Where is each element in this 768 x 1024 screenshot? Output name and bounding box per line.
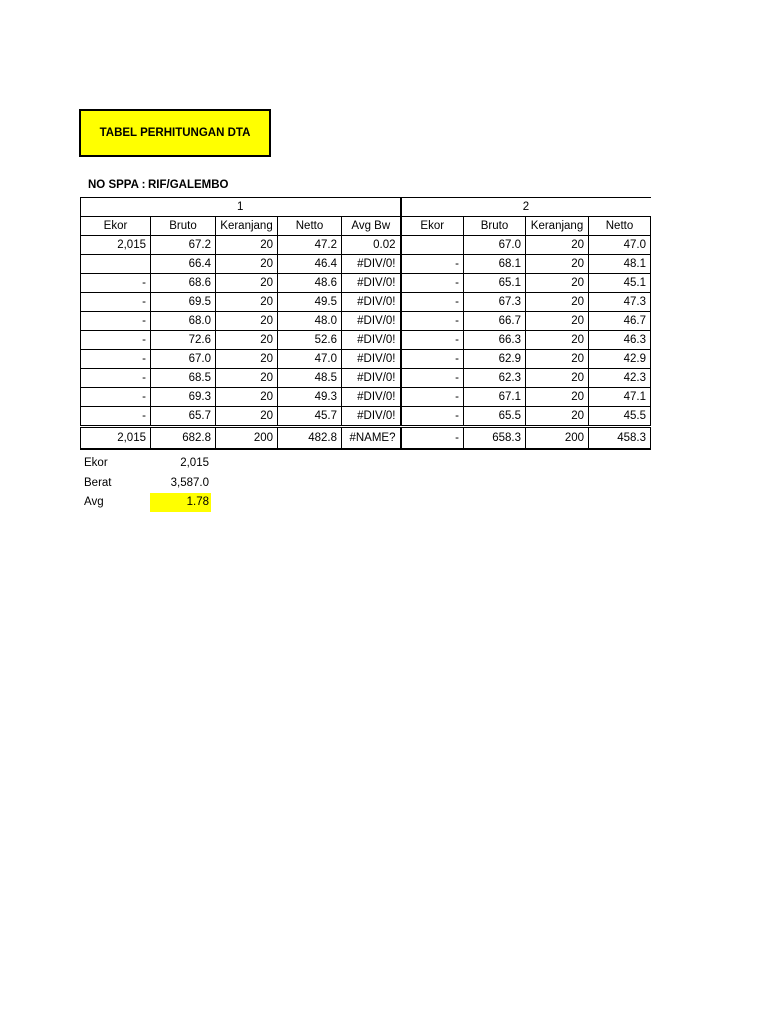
table-cell[interactable]: 20 [216, 236, 278, 255]
table-cell[interactable]: 68.1 [464, 255, 526, 274]
summary-label: Berat [84, 476, 112, 489]
table-cell[interactable]: #DIV/0! [342, 369, 401, 388]
table-cell[interactable]: 52.6 [278, 331, 342, 350]
table-cell[interactable]: - [81, 407, 151, 427]
summary-row [80, 474, 220, 494]
table-row [81, 274, 651, 293]
table-cell[interactable]: 68.6 [151, 274, 216, 293]
column-header-netto[interactable]: Netto [278, 217, 342, 236]
table-cell[interactable]: 20 [526, 388, 589, 407]
table-cell[interactable]: 2,015 [81, 236, 151, 255]
sheet-title: TABEL PERHITUNGAN DTA [99, 127, 251, 139]
total-cell[interactable]: 458.3 [589, 427, 651, 449]
table-cell[interactable]: 45.7 [278, 407, 342, 427]
column-header-avg-bw[interactable]: Avg Bw [342, 217, 401, 236]
table-row [81, 407, 651, 427]
table-cell[interactable]: 66.4 [151, 255, 216, 274]
table-row [81, 293, 651, 312]
table-cell[interactable]: 65.5 [464, 407, 526, 427]
table-cell[interactable]: 67.2 [151, 236, 216, 255]
table-cell[interactable]: 20 [216, 350, 278, 369]
table-cell[interactable]: 20 [216, 312, 278, 331]
table-cell[interactable]: 42.3 [589, 369, 651, 388]
table-cell[interactable]: #DIV/0! [342, 350, 401, 369]
total-cell[interactable]: 200 [526, 427, 589, 449]
table-cell[interactable]: 69.5 [151, 293, 216, 312]
table-cell[interactable]: 46.3 [589, 331, 651, 350]
table-cell[interactable]: 67.1 [464, 388, 526, 407]
table-cell[interactable]: 20 [526, 236, 589, 255]
table-cell[interactable]: 20 [216, 369, 278, 388]
summary-value[interactable]: 3,587.0 [170, 476, 209, 489]
table-cell[interactable]: - [401, 369, 464, 388]
total-cell[interactable]: 482.8 [278, 427, 342, 449]
table-cell[interactable] [401, 236, 464, 255]
table-cell[interactable]: 20 [216, 388, 278, 407]
table-cell[interactable]: 67.3 [464, 293, 526, 312]
summary-row [80, 493, 220, 513]
table-cell[interactable]: - [401, 407, 464, 427]
table-cell[interactable]: 47.0 [589, 236, 651, 255]
table-cell[interactable]: #DIV/0! [342, 331, 401, 350]
column-header-bruto[interactable]: Bruto [464, 217, 526, 236]
table-cell[interactable]: 48.6 [278, 274, 342, 293]
table-cell[interactable]: 47.3 [589, 293, 651, 312]
table-cell[interactable]: 45.1 [589, 274, 651, 293]
table-cell[interactable]: - [81, 312, 151, 331]
table-cell[interactable]: 47.0 [278, 350, 342, 369]
table-cell[interactable]: 62.3 [464, 369, 526, 388]
table-cell[interactable]: 20 [526, 293, 589, 312]
total-cell[interactable]: - [401, 427, 464, 449]
summary-value[interactable]: 1.78 [150, 493, 211, 512]
table-cell[interactable]: - [81, 274, 151, 293]
table-cell[interactable]: 20 [526, 255, 589, 274]
total-cell[interactable]: 200 [216, 427, 278, 449]
column-header-ekor[interactable]: Ekor [81, 217, 151, 236]
table-cell[interactable]: 69.3 [151, 388, 216, 407]
table-cell[interactable]: 68.0 [151, 312, 216, 331]
table-row [81, 369, 651, 388]
table-cell[interactable]: 49.5 [278, 293, 342, 312]
column-header-keranjang[interactable]: Keranjang [526, 217, 589, 236]
data-table [80, 197, 651, 450]
table-cell[interactable]: #DIV/0! [342, 274, 401, 293]
table-cell[interactable]: 45.5 [589, 407, 651, 427]
table-cell[interactable]: 20 [526, 274, 589, 293]
table-cell[interactable]: 47.1 [589, 388, 651, 407]
table-cell[interactable]: 66.7 [464, 312, 526, 331]
column-header-row [81, 217, 651, 236]
table-row [81, 388, 651, 407]
sppa-line [88, 179, 229, 195]
table-cell[interactable]: 67.0 [151, 350, 216, 369]
table-cell[interactable]: 48.1 [589, 255, 651, 274]
table-cell[interactable]: 20 [216, 331, 278, 350]
table-cell[interactable]: - [401, 350, 464, 369]
column-header-bruto[interactable]: Bruto [151, 217, 216, 236]
table-cell[interactable]: #DIV/0! [342, 293, 401, 312]
table-cell[interactable]: 20 [216, 293, 278, 312]
table-cell[interactable]: 20 [526, 350, 589, 369]
table-cell[interactable]: 48.0 [278, 312, 342, 331]
group-header-1[interactable]: 1 [81, 198, 401, 217]
table-cell[interactable]: 46.7 [589, 312, 651, 331]
table-cell[interactable]: 65.7 [151, 407, 216, 427]
table-cell[interactable]: 48.5 [278, 369, 342, 388]
table-row [81, 331, 651, 350]
table-cell[interactable]: - [401, 274, 464, 293]
table-cell[interactable]: 67.0 [464, 236, 526, 255]
table-cell[interactable]: - [81, 331, 151, 350]
table-cell[interactable]: 20 [526, 369, 589, 388]
summary-block [80, 454, 220, 513]
table-cell[interactable]: 49.3 [278, 388, 342, 407]
summary-label: Ekor [84, 457, 108, 469]
table-row [81, 312, 651, 331]
group-header-row [81, 198, 651, 217]
table-row [81, 350, 651, 369]
table-cell[interactable]: 72.6 [151, 331, 216, 350]
table-row [81, 236, 651, 255]
table-cell[interactable]: 20 [216, 255, 278, 274]
table-cell[interactable]: - [81, 369, 151, 388]
table-cell[interactable]: 20 [526, 407, 589, 427]
sppa-value[interactable]: RIF/GALEMBO [148, 179, 229, 191]
total-cell[interactable]: 2,015 [81, 427, 151, 449]
total-cell[interactable]: #NAME? [342, 427, 401, 449]
title-box[interactable] [79, 109, 271, 157]
table-cell[interactable]: 20 [526, 312, 589, 331]
summary-label: Avg [84, 496, 104, 508]
table-row [81, 255, 651, 274]
table-cell[interactable]: 68.5 [151, 369, 216, 388]
column-header-keranjang[interactable]: Keranjang [216, 217, 278, 236]
table-cell[interactable]: 20 [216, 407, 278, 427]
summary-row [80, 454, 220, 474]
table-cell[interactable]: 20 [216, 274, 278, 293]
table-cell[interactable]: 0.02 [342, 236, 401, 255]
column-header-ekor[interactable]: Ekor [401, 217, 464, 236]
table-cell[interactable] [81, 255, 151, 274]
summary-value[interactable]: 2,015 [180, 457, 209, 469]
table-cell[interactable]: 42.9 [589, 350, 651, 369]
table-cell[interactable]: - [81, 293, 151, 312]
table-cell[interactable]: - [401, 293, 464, 312]
table-cell[interactable]: - [401, 331, 464, 350]
table-cell[interactable]: 20 [526, 331, 589, 350]
table-cell[interactable]: - [401, 312, 464, 331]
table-cell[interactable]: 62.9 [464, 350, 526, 369]
total-cell[interactable]: 682.8 [151, 427, 216, 449]
totals-row [81, 427, 651, 449]
total-cell[interactable]: 658.3 [464, 427, 526, 449]
table-cell[interactable]: #DIV/0! [342, 388, 401, 407]
table-cell[interactable]: - [401, 255, 464, 274]
table-cell[interactable]: 65.1 [464, 274, 526, 293]
table-cell[interactable]: - [401, 388, 464, 407]
table-cell[interactable]: 66.3 [464, 331, 526, 350]
group-header-2[interactable]: 2 [401, 198, 651, 217]
table-cell[interactable]: - [81, 350, 151, 369]
table-cell[interactable]: #DIV/0! [342, 312, 401, 331]
table-cell[interactable]: #DIV/0! [342, 407, 401, 427]
column-header-netto[interactable]: Netto [589, 217, 651, 236]
table-cell[interactable]: 47.2 [278, 236, 342, 255]
table-cell[interactable]: #DIV/0! [342, 255, 401, 274]
table-cell[interactable]: 46.4 [278, 255, 342, 274]
table-cell[interactable]: - [81, 388, 151, 407]
sppa-label: NO SPPA : [88, 179, 146, 191]
